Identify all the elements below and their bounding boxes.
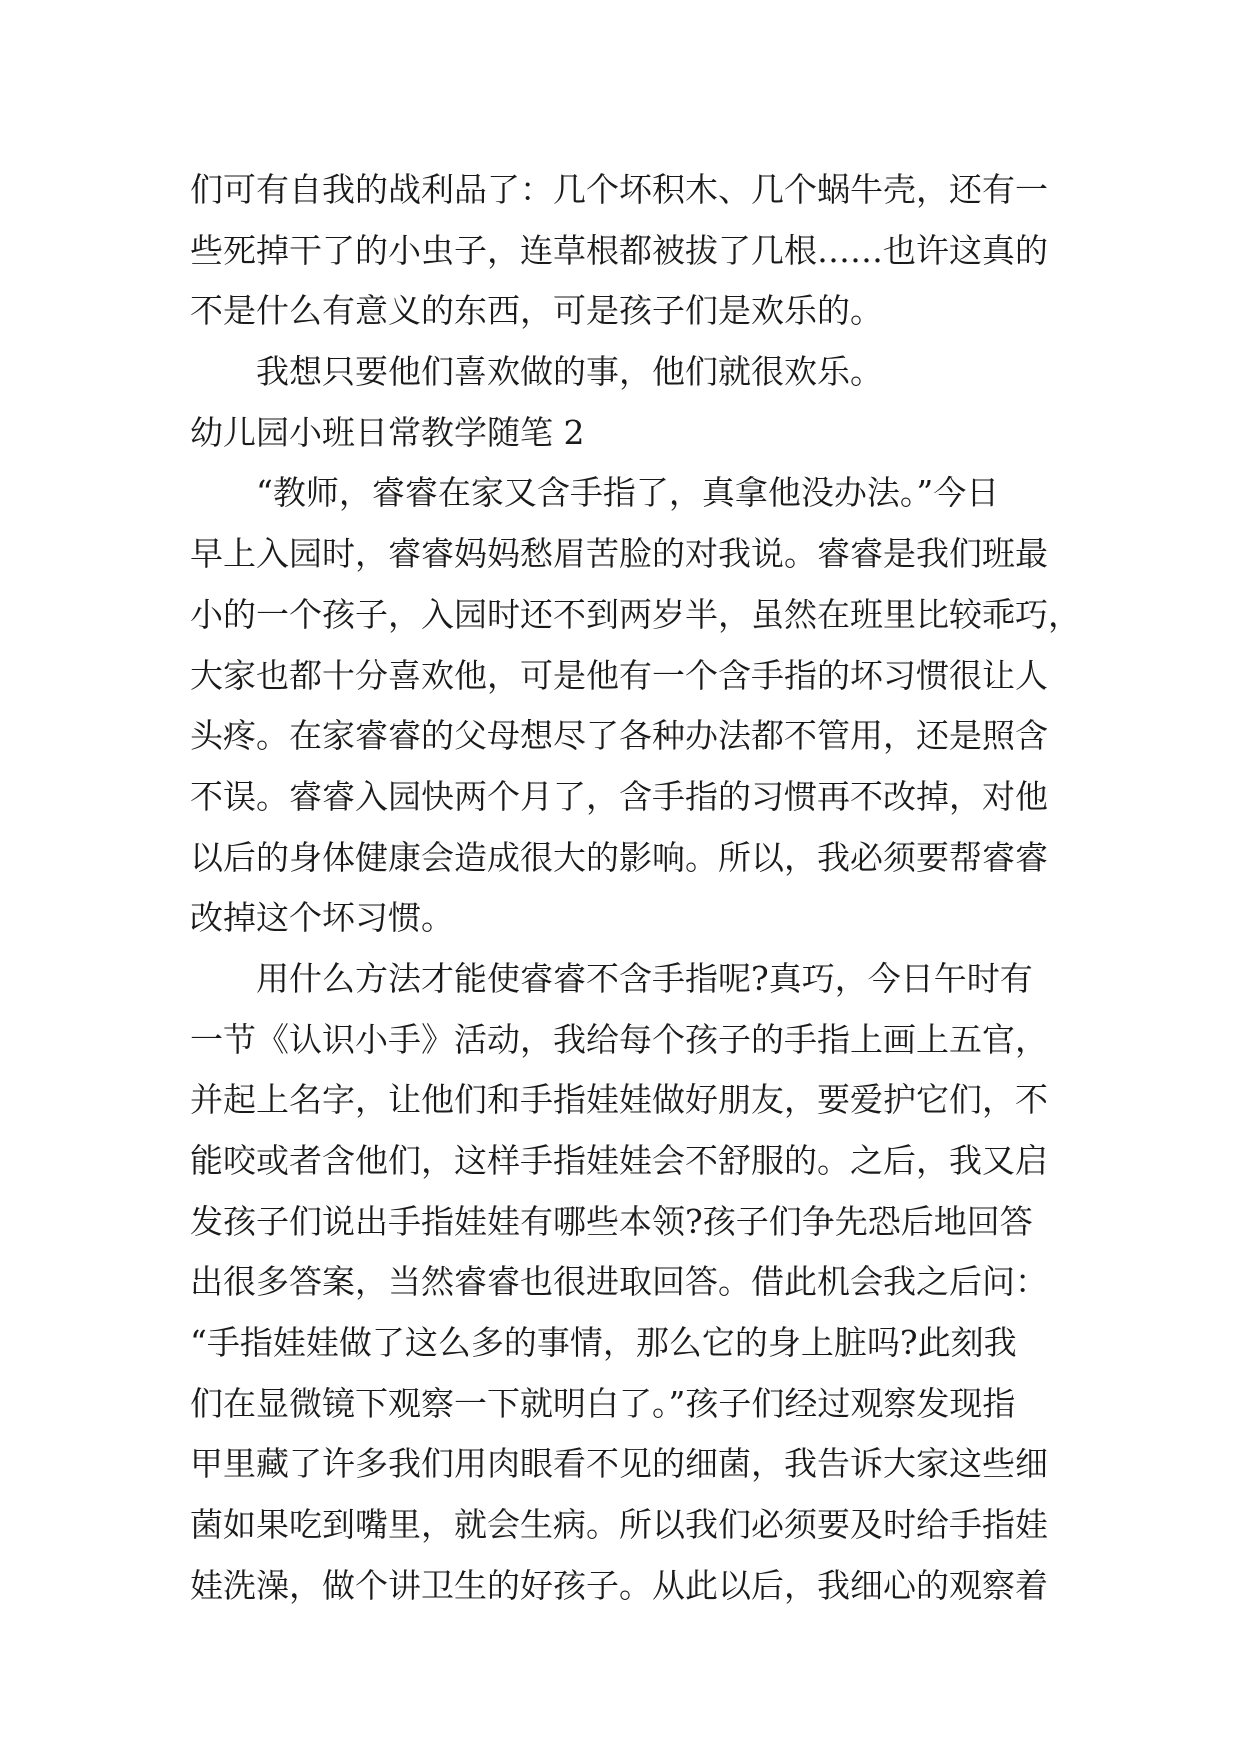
- paragraph-line: 我想只要他们喜欢做的事，他们就很欢乐。: [256, 352, 883, 392]
- paragraph-line: 改掉这个坏习惯。: [190, 898, 454, 938]
- paragraph-line: “教师，睿睿在家又含手指了，真拿他没办法。”今日: [256, 473, 1000, 513]
- paragraph-line: 头疼。在家睿睿的父母想尽了各种办法都不管用，还是照含: [190, 716, 1048, 756]
- paragraph-line: 早上入园时，睿睿妈妈愁眉苦脸的对我说。睿睿是我们班最: [190, 534, 1048, 574]
- paragraph-line: 大家也都十分喜欢他，可是他有一个含手指的坏习惯很让人: [190, 655, 1048, 695]
- paragraph-line: “手指娃娃做了这么多的事情，那么它的身上脏吗?此刻我: [190, 1323, 1017, 1363]
- paragraph-line: 些死掉干了的小虫子，连草根都被拔了几根……也许这真的: [190, 230, 1048, 270]
- paragraph-line: 出很多答案，当然睿睿也很进取回答。借此机会我之后问：: [190, 1262, 1048, 1302]
- paragraph-line: 娃洗澡，做个讲卫生的好孩子。从此以后，我细心的观察着: [190, 1565, 1048, 1605]
- paragraph-line: 一节《认识小手》活动，我给每个孩子的手指上画上五官，: [190, 1019, 1048, 1059]
- paragraph-line: 发孩子们说出手指娃娃有哪些本领?孩子们争先恐后地回答: [190, 1201, 1033, 1241]
- paragraph-line: 并起上名字，让他们和手指娃娃做好朋友，要爱护它们，不: [190, 1080, 1048, 1120]
- paragraph-line: 用什么方法才能使睿睿不含手指呢?真巧，今日午时有: [256, 958, 1033, 998]
- paragraph-line: 甲里藏了许多我们用肉眼看不见的细菌，我告诉大家这些细: [190, 1444, 1048, 1484]
- paragraph-line: 菌如果吃到嘴里，就会生病。所以我们必须要及时给手指娃: [190, 1505, 1048, 1545]
- paragraph-line: 不是什么有意义的东西，可是孩子们是欢乐的。: [190, 291, 883, 331]
- document-body: [190, 160, 1081, 1617]
- paragraph-line: 不误。睿睿入园快两个月了，含手指的习惯再不改掉，对他: [190, 776, 1048, 816]
- paragraph-line: 小的一个孩子，入园时还不到两岁半，虽然在班里比较乖巧，: [190, 594, 1081, 634]
- paragraph-line: 们可有自我的战利品了：几个坏积木、几个蜗牛壳，还有一: [190, 170, 1048, 209]
- paragraph-line: 们在显微镜下观察一下就明白了。”孩子们经过观察发现指: [190, 1383, 1016, 1423]
- paragraph-line: 能咬或者含他们，这样手指娃娃会不舒服的。之后，我又启: [190, 1141, 1048, 1180]
- section-heading: 幼儿园小班日常教学随笔 2: [190, 412, 585, 452]
- paragraph-line: 以后的身体健康会造成很大的影响。所以，我必须要帮睿睿: [190, 837, 1048, 877]
